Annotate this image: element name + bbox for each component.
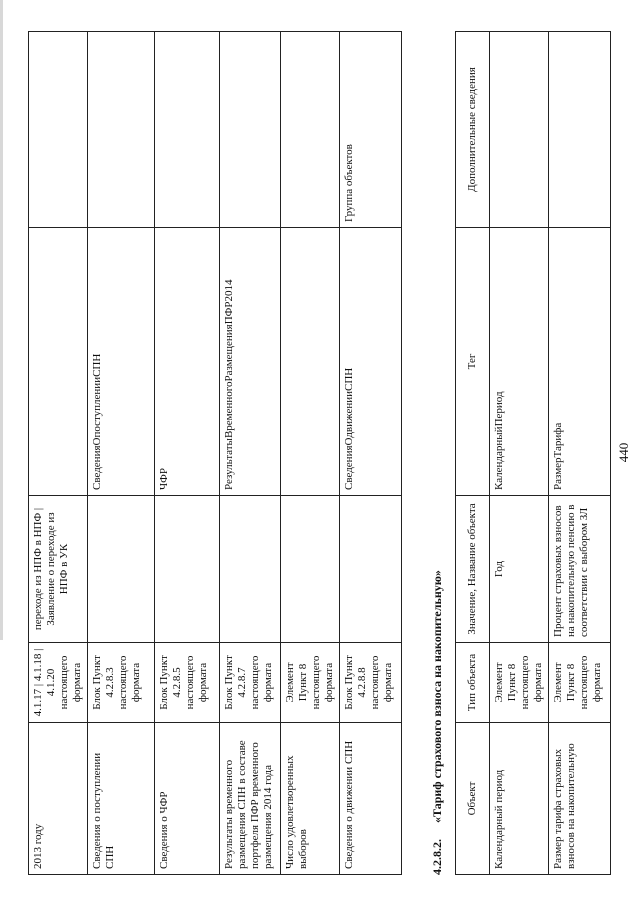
section-title: «Тариф страхового взноса на накопительную» — [430, 570, 444, 823]
cell-object: Результаты временного размещения СПН в составе портфеля ПФР временного размещения 2014 года — [220, 723, 281, 875]
table-row — [281, 32, 340, 875]
cell-tag: КалендарныйПериод — [490, 228, 549, 496]
cell-value: переходе из НПФ в НПФ | Заявление о переходе из НПФ в УК — [29, 496, 88, 643]
cell-extra: Группа объектов — [340, 32, 402, 228]
cell-value — [340, 496, 402, 643]
table-row — [155, 32, 220, 875]
cell-extra — [490, 32, 549, 228]
header-type: Тип объекта — [456, 643, 490, 723]
cell-object: Сведения о ЧФР — [155, 723, 220, 875]
table-header-row — [456, 32, 490, 875]
cell-object: Календарный период — [490, 723, 549, 875]
cell-value: Процент страховых взносов на накопительную пенсию в соответствии с выбором ЗЛ — [549, 496, 611, 643]
page-number: 440 — [616, 442, 631, 463]
cell-type: Элемент Пункт 8 настоящего формата — [490, 643, 549, 723]
cell-tag — [281, 228, 340, 496]
cell-extra — [220, 32, 281, 228]
section-heading — [430, 570, 445, 875]
table-row — [88, 32, 155, 875]
header-value: Значение, Название объекта — [456, 496, 490, 643]
objects-table — [28, 31, 402, 875]
cell-object: Сведения о поступлении СПН — [88, 723, 155, 875]
cell-type: Элемент Пункт 8 настоящего формата — [549, 643, 611, 723]
header-extra: Дополнительные сведения — [456, 32, 490, 228]
cell-tag: РезультатыВременногоРазмещенияПФР2014 — [220, 228, 281, 496]
cell-tag: СведенияОдвиженииСПН — [340, 228, 402, 496]
cell-object: Размер тарифа страховых взносов на накопительную — [549, 723, 611, 875]
cell-extra — [88, 32, 155, 228]
cell-tag — [29, 228, 88, 496]
header-object: Объект — [456, 723, 490, 875]
cell-value — [281, 496, 340, 643]
table-row — [549, 32, 611, 875]
cell-type: 4.1.17 | 4.1.18 | 4.1.20 настоящего формата — [29, 643, 88, 723]
cell-extra — [155, 32, 220, 228]
table-row — [29, 32, 88, 875]
cell-type: Блок Пункт 4.2.8.8 настоящего формата — [340, 643, 402, 723]
cell-value: Год — [490, 496, 549, 643]
cell-value — [220, 496, 281, 643]
table-row — [340, 32, 402, 875]
cell-object: Сведения о движении СПН — [340, 723, 402, 875]
cell-tag: ЧФР — [155, 228, 220, 496]
cell-type: Блок Пункт 4.2.8.7 настоящего формата — [220, 643, 281, 723]
section-number: 4.2.8.2. — [430, 839, 444, 875]
table-row — [220, 32, 281, 875]
cell-extra — [281, 32, 340, 228]
cell-tag: РазмерТарифа — [549, 228, 611, 496]
cell-type: Элемент Пункт 8 настоящего формата — [281, 643, 340, 723]
cell-extra — [549, 32, 611, 228]
cell-object: 2013 году — [29, 723, 88, 875]
cell-type: Блок Пункт 4.2.8.5 настоящего формата — [155, 643, 220, 723]
cell-value — [155, 496, 220, 643]
table-row — [490, 32, 549, 875]
cell-extra — [29, 32, 88, 228]
cell-tag: СведенияОпоступленииСПН — [88, 228, 155, 496]
cell-object: Число удовлетворенных выборов — [281, 723, 340, 875]
cell-type: Блок Пункт 4.2.8.3 настоящего формата — [88, 643, 155, 723]
tariff-table — [455, 31, 611, 875]
cell-value — [88, 496, 155, 643]
header-tag: Тег — [456, 228, 490, 496]
